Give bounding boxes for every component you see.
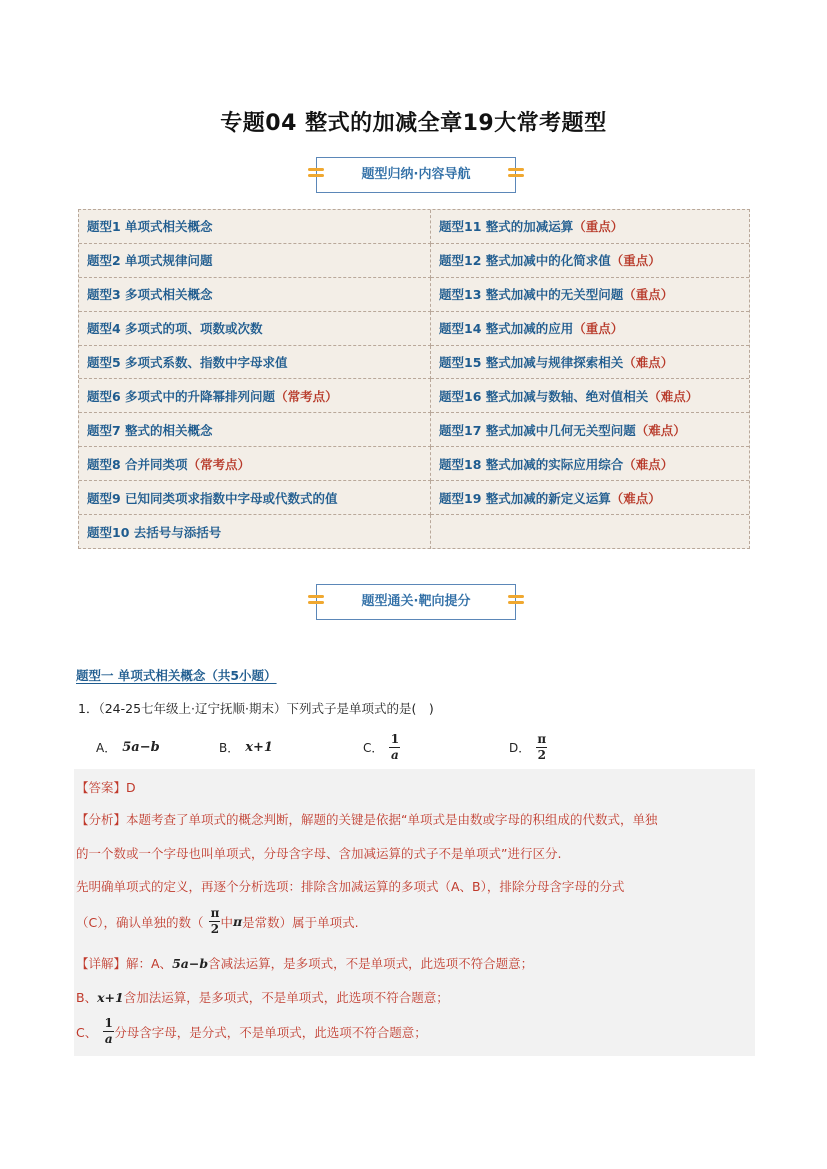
toc-item[interactable]: 题型3 多项式相关概念: [79, 278, 431, 312]
toc-item[interactable]: 题型18 整式加减的实际应用综合 （难点）: [431, 447, 749, 481]
toc-item[interactable]: 题型12 整式加减中的化简求值 （重点）: [431, 244, 749, 278]
toc-item[interactable]: 题型15 整式加减与规律探索相关 （难点）: [431, 346, 749, 380]
toc-item[interactable]: 题型13 整式加减中的无关型问题 （重点）: [431, 278, 749, 312]
toc-item[interactable]: 题型8 合并同类项 （常考点）: [79, 447, 431, 481]
fraction: $\frac{\pi}{2}$: [210, 906, 220, 936]
toc-item[interactable]: 题型16 整式加减与数轴、绝对值相关 （难点）: [431, 379, 749, 413]
option-b[interactable]: B． x+1: [219, 740, 273, 755]
toc-item[interactable]: 题型4 多项式的项、项数或次数: [79, 312, 431, 346]
toc-item[interactable]: 题型1 单项式相关概念: [79, 210, 431, 244]
detail-line: 【详解】解：A、5a−b含减法运算，是多项式，不是单项式，此选项不符合题意；: [76, 956, 534, 971]
toc-item-empty: [431, 515, 749, 549]
toc-item[interactable]: 题型11 整式的加减运算 （重点）: [431, 210, 749, 244]
right-stripe-decoration: [508, 595, 524, 609]
toc-item[interactable]: 题型2 单项式规律问题: [79, 244, 431, 278]
toc-item[interactable]: 题型5 多项式系数、指数中字母求值: [79, 346, 431, 380]
detail-line: B、x+1含加法运算，是多项式，不是单项式，此选项不符合题意；: [76, 990, 449, 1005]
answer-line: 【答案】D: [76, 780, 136, 795]
left-stripe-decoration: [308, 595, 324, 609]
banner-label: 题型通关·靶向提分: [361, 594, 471, 609]
option-c[interactable]: C． $\frac{1}{a}$: [363, 732, 400, 762]
toc-item[interactable]: 题型9 已知同类项求指数中字母或代数式的值: [79, 481, 431, 515]
fraction: $\frac{1}{a}$: [104, 1016, 113, 1046]
toc-item[interactable]: 题型14 整式加减的应用 （重点）: [431, 312, 749, 346]
banner-practice: [316, 584, 516, 620]
toc-item[interactable]: 题型7 整式的相关概念: [79, 413, 431, 447]
right-stripe-decoration: [508, 168, 524, 182]
toc-item[interactable]: 题型6 多项式中的升降幂排列问题 （常考点）: [79, 379, 431, 413]
fraction: $\frac{\pi}{2}$: [537, 732, 547, 762]
section-heading: 题型一 单项式相关概念（共5小题）: [76, 668, 277, 683]
topic-table: [78, 209, 750, 549]
banner-content-navigation: [316, 157, 516, 193]
toc-item[interactable]: 题型17 整式加减中几何无关型问题 （难点）: [431, 413, 749, 447]
option-a[interactable]: A． 5a−b: [96, 740, 160, 755]
analysis-line: 的一个数或一个字母也叫单项式，分母含字母、含加减运算的式子不是单项式”进行区分.: [76, 846, 562, 861]
analysis-line: 【分析】本题考查了单项式的概念判断，解题的关键是依据“单项式是由数或字母的积组成的代数式，单独: [76, 812, 658, 827]
banner-label: 题型归纳·内容导航: [361, 167, 471, 182]
analysis-line: 先明确单项式的定义，再逐个分析选项：排除含加减运算的多项式（A、B），排除分母含字母的分式: [76, 879, 625, 894]
fraction: $\frac{1}{a}$: [390, 732, 400, 762]
toc-item[interactable]: 题型19 整式加减的新定义运算 （难点）: [431, 481, 749, 515]
question-stem: 1．（24-25七年级上·辽宁抚顺·期末）下列式子是单项式的是( ): [78, 701, 434, 716]
page-title: 专题04 整式的加减全章19大常考题型: [220, 111, 607, 136]
toc-item[interactable]: 题型10 去括号与添括号: [79, 515, 431, 549]
analysis-line: （C），确认单独的数（ $\frac{\pi}{2}$ 中 π 是常数）属于单项式.: [76, 906, 359, 936]
left-stripe-decoration: [308, 168, 324, 182]
option-d[interactable]: D． $\frac{\pi}{2}$: [509, 732, 547, 762]
detail-line: C、 $\frac{1}{a}$ 分母含字母，是分式，不是单项式，此选项不符合题意；: [76, 1016, 427, 1046]
